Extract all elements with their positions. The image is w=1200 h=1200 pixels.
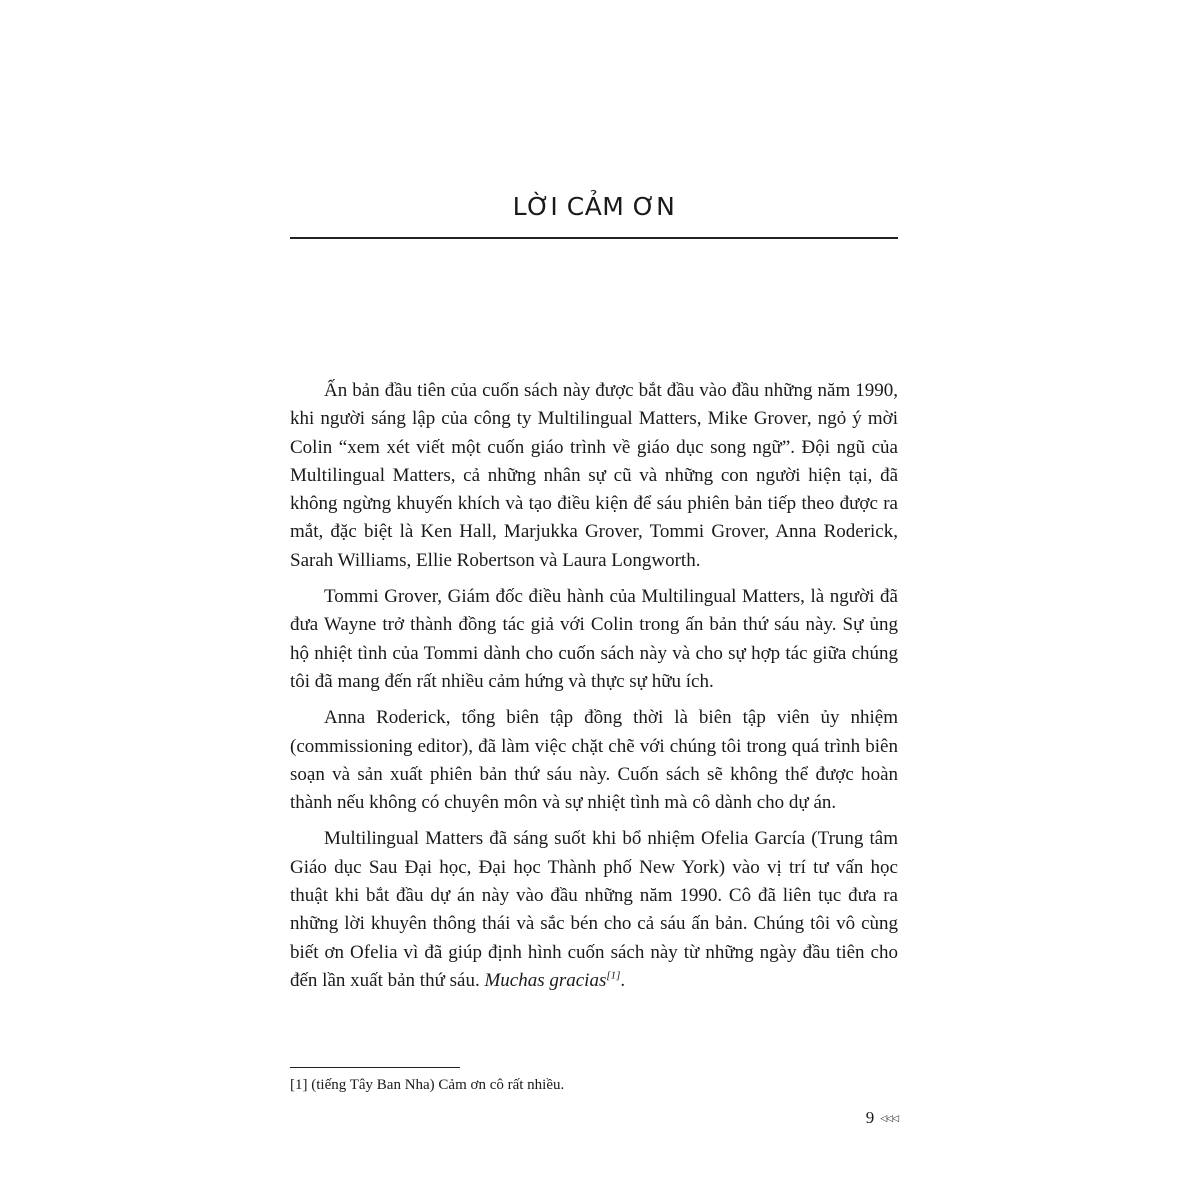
paragraph-4 bbox=[290, 825, 898, 995]
paragraph-4-text: Multilingual Matters đã sáng suốt khi bổ nhiệm Ofelia García (Trung tâm Giáo dục Sau Đại học, Đại học Thành phố New York) vào vị trí tư vấn học thuật khi bắt đầu dự án này vào đầu những năm 1990. Cô đã liên tục đưa ra những lời khuyên thông thái và sắc bén cho cả sáu ấn bản. Chúng tôi vô cùng biết ơn Ofelia vì đã giúp định hình cuốn sách này từ những ngày đầu tiên cho đến lần xuất bản thứ sáu. bbox=[290, 828, 898, 991]
page-number: 9 bbox=[865, 1108, 875, 1127]
footnote: [1] (tiếng Tây Ban Nha) Cảm ơn cô rất nhiều. bbox=[290, 1077, 565, 1093]
folio-arrows-icon: ◁◁◁ bbox=[880, 1114, 898, 1125]
page-folio bbox=[866, 1106, 898, 1131]
paragraph-2: Tommi Grover, Giám đốc điều hành của Multilingual Matters, là người đã đưa Wayne trở thành đồng tác giả với Colin trong ấn bản thứ sáu này. Sự ủng hộ nhiệt tình của Tommi dành cho cuốn sách này và cho sự hợp tác giữa chúng tôi đã mang đến rất nhiều cảm hứng và thực sự hữu ích. bbox=[290, 586, 898, 692]
footnote-separator bbox=[290, 1067, 460, 1068]
paragraph-4-italic: Muchas gracias bbox=[484, 969, 607, 991]
title-underline bbox=[290, 237, 898, 239]
paragraph-4-end: . bbox=[620, 969, 626, 991]
footnote-reference: [1] bbox=[606, 969, 621, 982]
paragraph-3: Anna Roderick, tổng biên tập đồng thời là biên tập viên ủy nhiệm (commissioning editor), đã làm việc chặt chẽ với chúng tôi trong quá trình biên soạn và sản xuất phiên bản thứ sáu này. Cuốn sách sẽ không thể được hoàn thành nếu không có chuyên môn và sự nhiệt tình mà cô dành cho dự án. bbox=[290, 707, 898, 814]
body-text bbox=[290, 377, 898, 1003]
paragraph-1: Ấn bản đầu tiên của cuốn sách này được bắt đầu vào đầu những năm 1990, khi người sáng lập của công ty Multilingual Matters, Mike Grover, ngỏ ý mời Colin “xem xét viết một cuốn giáo trình về giáo dục song ngữ”. Đội ngũ của Multilingual Matters, cả những nhân sự cũ và những con người hiện tại, đã không ngừng khuyến khích và tạo điều kiện để sáu phiên bản tiếp theo được ra mắt, đặc biệt là Ken Hall, Marjukka Grover, Tommi Grover, Anna Roderick, Sarah Williams, Ellie Robertson và Laura Longworth. bbox=[290, 380, 898, 571]
chapter-title: LỜI CẢM ƠN bbox=[512, 192, 676, 221]
book-page bbox=[290, 0, 898, 1200]
